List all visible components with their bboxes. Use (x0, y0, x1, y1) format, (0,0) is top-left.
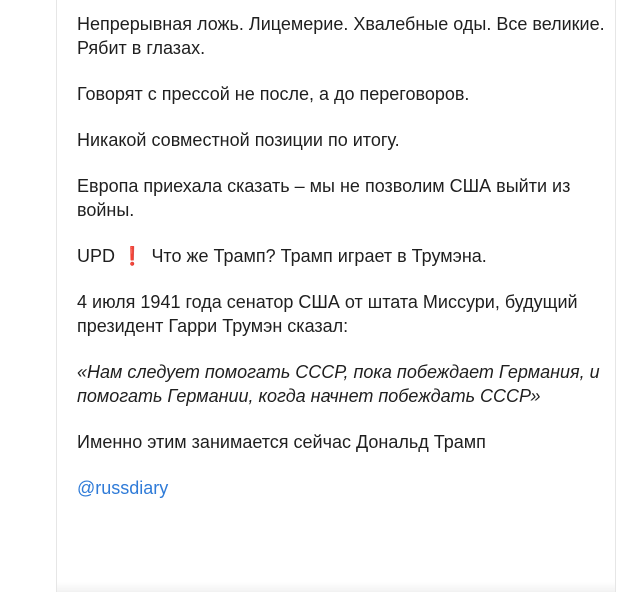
post-upd-line (77, 244, 605, 268)
post-paragraph-position: Никакой совместной позиции по итогу. (77, 130, 400, 150)
post-paragraph-intro: Непрерывная ложь. Лицемерие. Хвалебные оды. Все великие. Рябит в глазах. (77, 14, 605, 58)
upd-label: UPD (77, 246, 116, 266)
upd-text: Что же Трамп? Трамп играет в Трумэна. (151, 246, 487, 266)
post-paragraph-press: Говорят с прессой не после, а до переговоров. (77, 84, 470, 104)
bottom-shadow (57, 582, 615, 592)
exclamation-icon: ❗ (121, 246, 144, 266)
post-quote: «Нам следует помогать СССР, пока побеждает Германия, и помогать Германии, когда начнет побеждать СССР» (77, 362, 600, 406)
post-mention-line (77, 476, 605, 500)
post-paragraph-truman: 4 июля 1941 года сенатор США от штата Миссури, будущий президент Гарри Трумэн сказал: (77, 292, 578, 336)
post-paragraph-trump: Именно этим занимается сейчас Дональд Трамп (77, 432, 486, 452)
post-card (56, 0, 616, 592)
post-paragraph-europe: Европа приехала сказать – мы не позволим США выйти из войны. (77, 176, 571, 220)
russdiary-link[interactable]: @russdiary (77, 478, 169, 498)
post-body (77, 12, 605, 522)
